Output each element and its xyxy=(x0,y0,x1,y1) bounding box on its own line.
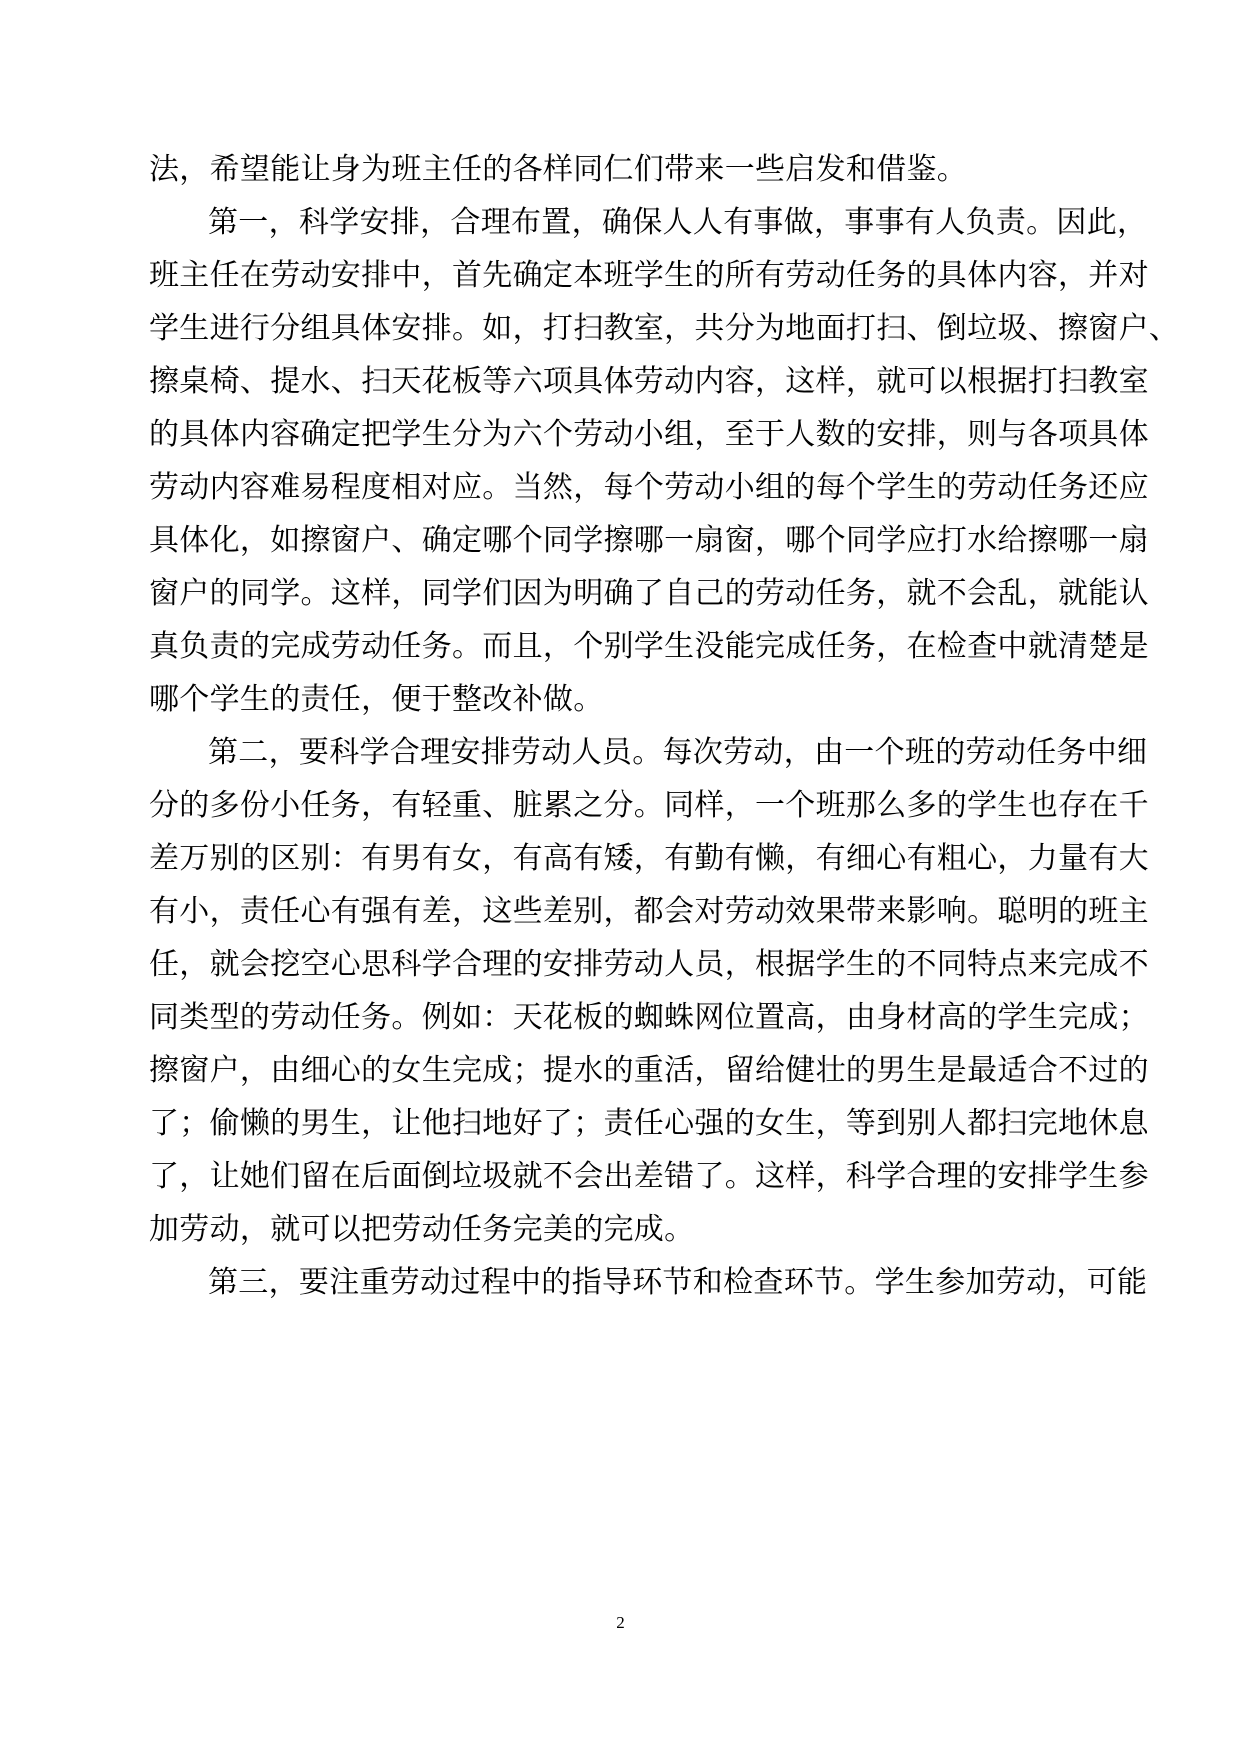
text-line: 擦窗户，由细心的女生完成；提水的重活，留给健壮的男生是最适合不过的 xyxy=(149,1053,1149,1088)
paragraph-first-line: 第一，科学安排，合理布置，确保人人有事做，事事有人负责。因此， xyxy=(208,205,1148,240)
text-line: 劳动内容难易程度相对应。当然，每个劳动小组的每个学生的劳动任务还应 xyxy=(149,470,1149,505)
text-line: 的具体内容确定把学生分为六个劳动小组，至于人数的安排，则与各项具体 xyxy=(149,417,1149,452)
text-line: 了；偷懒的男生，让他扫地好了；责任心强的女生，等到别人都扫完地休息 xyxy=(149,1106,1149,1141)
text-line: 班主任在劳动安排中，首先确定本班学生的所有劳动任务的具体内容，并对 xyxy=(149,258,1149,293)
text-line: 差万别的区别：有男有女，有高有矮，有勤有懒，有细心有粗心，力量有大 xyxy=(149,841,1149,876)
text-line: 窗户的同学。这样，同学们因为明确了自己的劳动任务，就不会乱，就能认 xyxy=(149,576,1149,611)
text-line: 有小，责任心有强有差，这些差别，都会对劳动效果带来影响。聪明的班主 xyxy=(149,894,1149,929)
text-line: 了，让她们留在后面倒垃圾就不会出差错了。这样，科学合理的安排学生参 xyxy=(149,1159,1149,1194)
text-line: 法，希望能让身为班主任的各样同仁们带来一些启发和借鉴。 xyxy=(149,152,968,187)
text-line: 加劳动，就可以把劳动任务完美的完成。 xyxy=(149,1212,695,1247)
text-line: 任，就会挖空心思科学合理的安排劳动人员，根据学生的不同特点来完成不 xyxy=(149,947,1149,982)
text-line: 真负责的完成劳动任务。而且，个别学生没能完成任务，在检查中就清楚是 xyxy=(149,629,1149,664)
text-line: 具体化，如擦窗户、确定哪个同学擦哪一扇窗，哪个同学应打水给擦哪一扇 xyxy=(149,523,1149,558)
text-line: 同类型的劳动任务。例如：天花板的蜘蛛网位置高，由身材高的学生完成； xyxy=(149,1000,1149,1035)
text-line: 哪个学生的责任，便于整改补做。 xyxy=(149,682,604,717)
paragraph-first-line: 第二，要科学合理安排劳动人员。每次劳动，由一个班的劳动任务中细 xyxy=(208,735,1148,770)
text-line: 分的多份小任务，有轻重、脏累之分。同样，一个班那么多的学生也存在千 xyxy=(149,788,1149,823)
text-line: 擦桌椅、提水、扫天花板等六项具体劳动内容，这样，就可以根据打扫教室 xyxy=(149,364,1149,399)
text-line: 学生进行分组具体安排。如，打扫教室，共分为地面打扫、倒垃圾、擦窗户、 xyxy=(149,311,1180,346)
page-number: 2 xyxy=(616,1613,625,1632)
paragraph-first-line: 第三，要注重劳动过程中的指导环节和检查环节。学生参加劳动，可能 xyxy=(208,1265,1148,1300)
